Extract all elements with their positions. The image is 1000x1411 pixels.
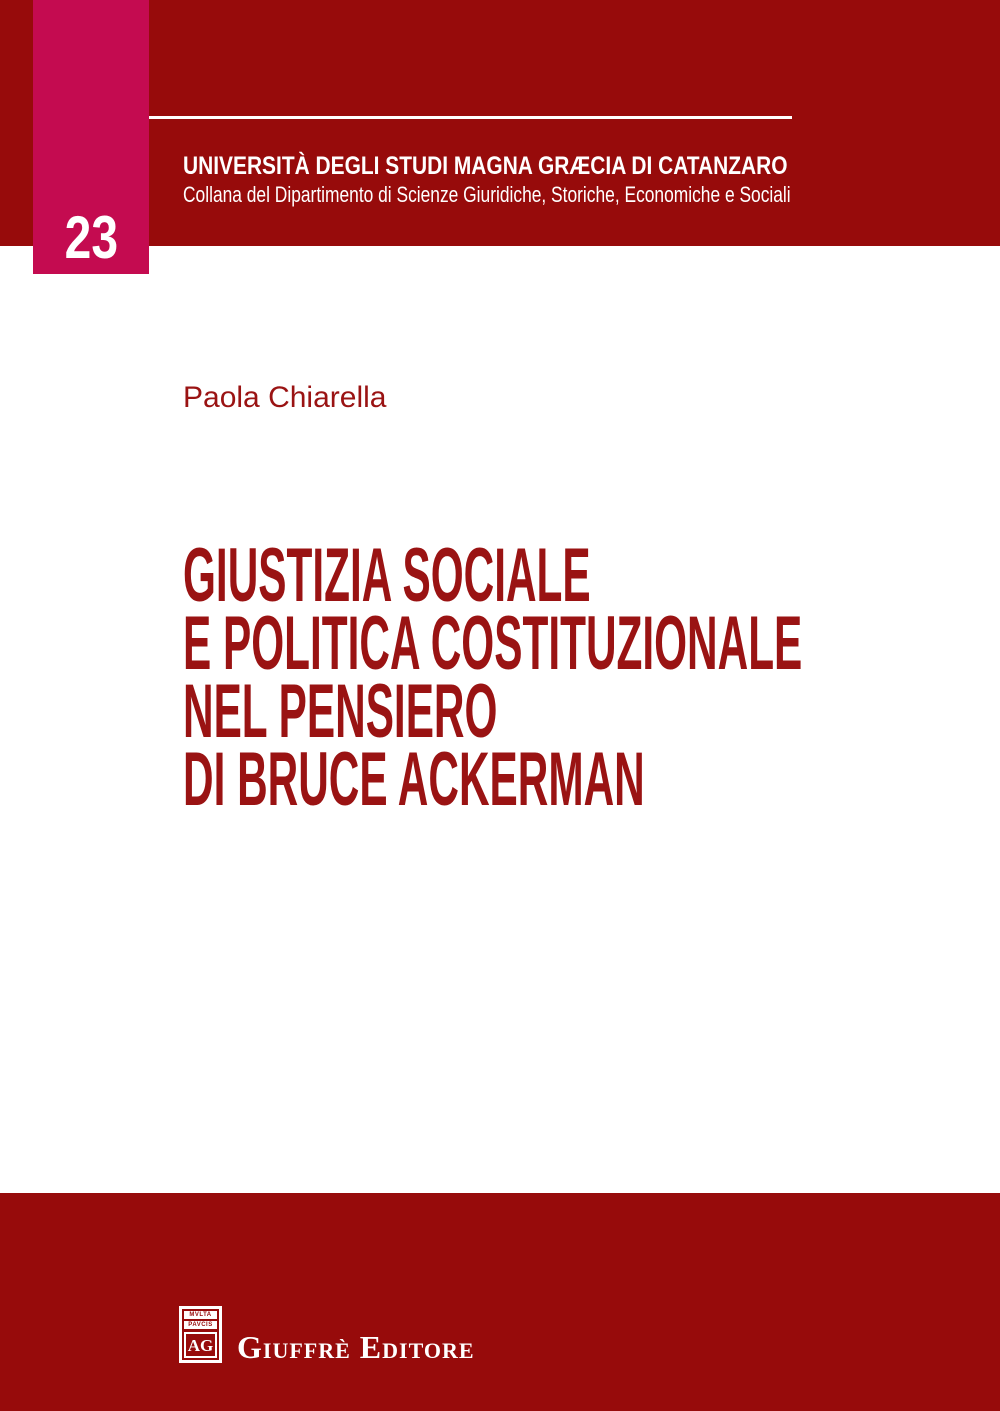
series-number-bar [33,0,149,274]
header-divider-line [149,116,792,119]
publisher-motto-line-2: PAVCIS [184,1321,217,1329]
series-number: 23 [64,204,118,271]
top-band [0,0,1000,246]
book-title-line-1: GIUSTIZIA SOCIALE [183,533,591,618]
publisher-logo [179,1306,222,1363]
series-subtitle: Collana del Dipartimento di Scienze Giuridiche, Storiche, Economiche e Sociali [183,182,791,207]
publisher-name: Giuffrè Editore [237,1329,475,1365]
author-name: Paola Chiarella [183,381,387,414]
university-name: UNIVERSITÀ DEGLI STUDI MAGNA GRÆCIA DI CATANZARO [183,152,788,180]
publisher-motto-line-1: MVLTA [184,1311,217,1319]
book-title-line-4: DI BRUCE ACKERMAN [183,737,645,822]
book-title [183,533,803,822]
book-title-line-2: E POLITICA COSTITUZIONALE [183,601,803,686]
publisher-initials: AG [187,1335,214,1355]
book-title-line-3: NEL PENSIERO [183,669,498,754]
bottom-band [0,1193,1000,1411]
publisher-initials-box [184,1332,217,1358]
